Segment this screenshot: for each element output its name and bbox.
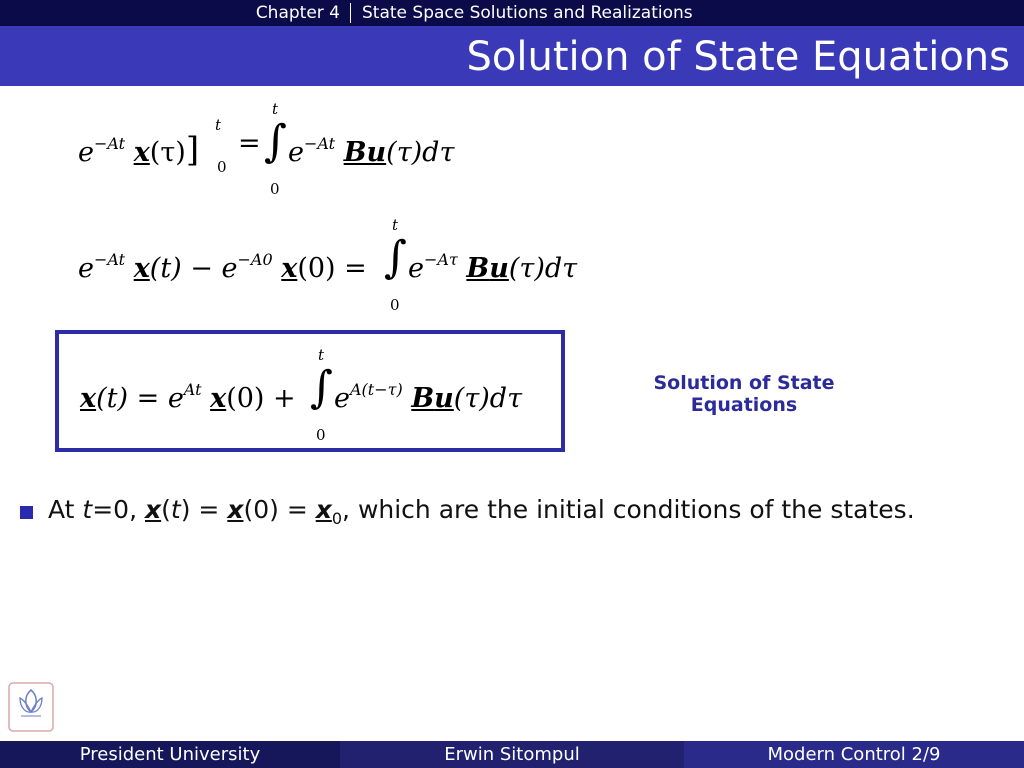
eq2-state-x1: x xyxy=(133,253,150,284)
equation-2 xyxy=(78,216,638,316)
bullet-part: ) = xyxy=(180,495,228,524)
bullet-part: (0) = xyxy=(243,495,316,524)
eq1-equals: = xyxy=(238,128,261,159)
equation-1 xyxy=(78,100,498,200)
bullet-part: =0, xyxy=(92,495,145,524)
footer-page: Modern Control 2/9 xyxy=(684,741,1024,768)
footer-institution: President University xyxy=(0,741,340,768)
eq3-state-x2: x xyxy=(210,383,227,414)
bullet-square-icon xyxy=(20,506,33,519)
bullet-part: At xyxy=(48,495,83,524)
eq1-bracket: ] xyxy=(185,130,200,170)
eq2-rhs-tail: (τ)dτ xyxy=(508,253,578,284)
eq1-rhs-tail: (τ)dτ xyxy=(386,137,455,168)
bullet-part: ( xyxy=(161,495,171,524)
solution-label: Solution of State Equations xyxy=(653,372,835,416)
eq1-bracket-upper: t xyxy=(215,116,222,134)
eq2-exponent-b: −A0 xyxy=(237,250,273,269)
eq3-arg2: (0) + xyxy=(226,383,296,414)
eq3-integral-sign: ∫ xyxy=(310,362,333,413)
chapter-label: Chapter 4 xyxy=(255,3,340,23)
eq2-integral-sign: ∫ xyxy=(384,232,407,283)
eq2-e: e xyxy=(78,253,94,284)
bullet-var-t: t xyxy=(170,495,181,524)
header-divider xyxy=(350,3,351,23)
eq3-state-x1: x xyxy=(80,383,97,414)
eq3-int-upper: t xyxy=(318,346,325,364)
eq1-int-lower: 0 xyxy=(270,180,280,198)
eq1-rhs-e: e xyxy=(288,137,304,168)
eq1-state-x: x xyxy=(133,137,150,168)
eq1-integral-sign: ∫ xyxy=(264,116,287,167)
bullet-var-x0: x xyxy=(315,495,332,524)
eq3-matrix-b: B xyxy=(411,383,435,414)
eq1-int-upper: t xyxy=(272,100,279,118)
eq3-rhs-e: e xyxy=(334,383,350,414)
slide-title: Solution of State Equations xyxy=(466,34,1010,80)
eq2-int-upper: t xyxy=(392,216,399,234)
eq1-arg: (τ) xyxy=(149,137,186,168)
eq2-arg1: (t) − e xyxy=(149,253,238,284)
eq1-exponent: −At xyxy=(93,134,126,153)
university-logo xyxy=(8,682,54,732)
eq2-rhs-exponent: −Aτ xyxy=(423,250,458,269)
footer-bar xyxy=(0,741,1024,768)
eq1-bracket-lower: 0 xyxy=(217,158,227,176)
eq2-input-u: u xyxy=(489,253,509,284)
bullet-var-t: t xyxy=(82,495,93,524)
eq3-int-lower: 0 xyxy=(316,426,326,444)
footer-author: Erwin Sitompul xyxy=(340,741,684,768)
logo-emblem-icon xyxy=(8,682,54,732)
eq1-matrix-b: B xyxy=(343,137,367,168)
title-bar xyxy=(0,26,1024,86)
eq3-input-u: u xyxy=(434,383,454,414)
eq1-rhs-exponent: −At xyxy=(303,134,336,153)
eq1-e: e xyxy=(78,137,94,168)
eq2-int-lower: 0 xyxy=(390,296,400,314)
eq3-exponent: At xyxy=(183,380,202,399)
section-title: State Space Solutions and Realizations xyxy=(362,3,693,23)
equation-3 xyxy=(80,346,560,446)
eq2-matrix-b: B xyxy=(466,253,490,284)
bullet-part: , which are the initial conditions of the states. xyxy=(342,495,915,524)
bullet-var-x: x xyxy=(227,495,244,524)
eq3-rhs-tail: (τ)dτ xyxy=(453,383,523,414)
bullet-subscript: 0 xyxy=(331,509,343,528)
bullet-var-x: x xyxy=(144,495,162,524)
eq2-arg2: (0) = xyxy=(297,253,367,284)
eq2-rhs-e: e xyxy=(408,253,424,284)
eq3-arg1: (t) = e xyxy=(96,383,184,414)
eq3-rhs-exponent: A(t−τ) xyxy=(349,380,403,399)
eq2-exponent-a: −At xyxy=(93,250,126,269)
eq1-input-u: u xyxy=(366,137,387,168)
bullet-text xyxy=(48,496,988,533)
header-bar xyxy=(0,0,1024,26)
eq2-state-x2: x xyxy=(281,253,298,284)
